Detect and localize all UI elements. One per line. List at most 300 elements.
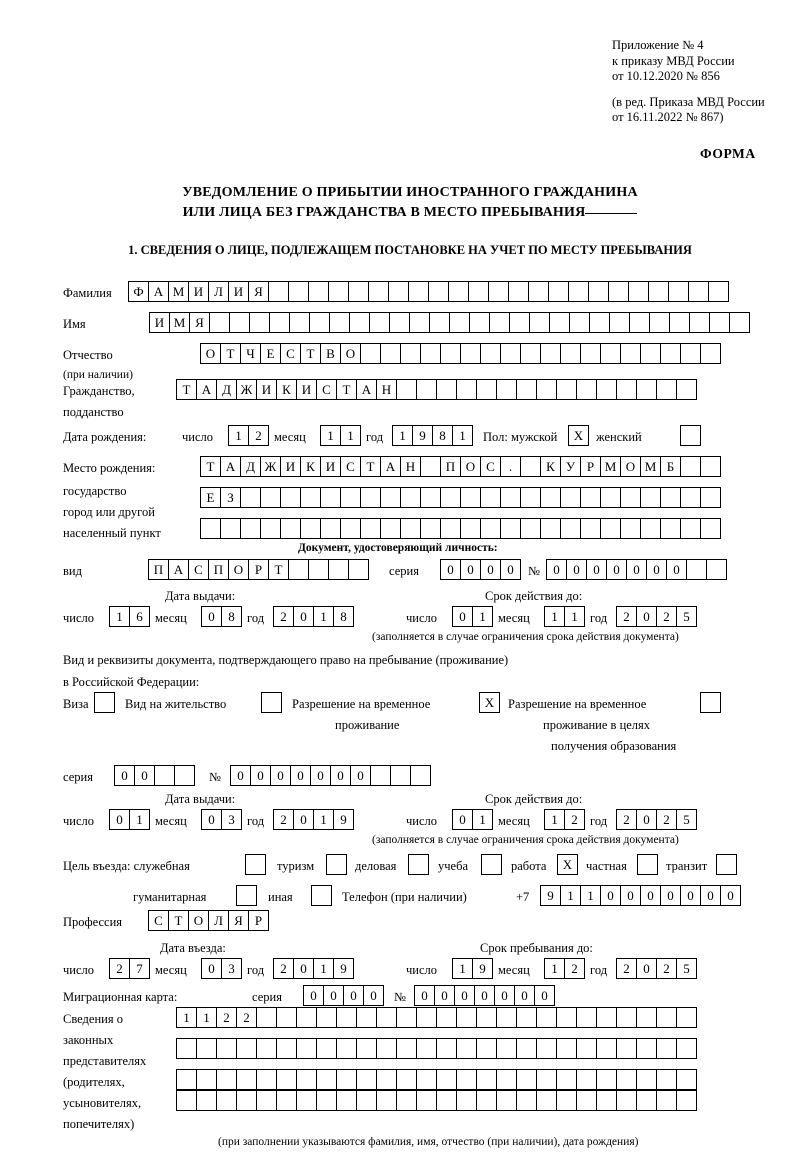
legal-rep-row-4[interactable]: [176, 1090, 696, 1111]
doc-number-cell[interactable]: 0: [546, 559, 567, 580]
surname-cell[interactable]: М: [168, 281, 189, 302]
legal-rep-cell[interactable]: [636, 1069, 657, 1090]
citizenship-cell[interactable]: [556, 379, 577, 400]
birthplace-cell[interactable]: [620, 518, 641, 539]
birthplace-cell[interactable]: И: [320, 456, 341, 477]
legal-rep-cell[interactable]: [616, 1069, 637, 1090]
legal-rep-cell[interactable]: [576, 1090, 597, 1111]
entry-month-field[interactable]: [201, 958, 241, 979]
legal-rep-cell[interactable]: [336, 1069, 357, 1090]
migration-number-cell[interactable]: 0: [514, 985, 535, 1006]
doc-issue-month-cell[interactable]: 0: [201, 606, 222, 627]
phone-cell[interactable]: 0: [720, 885, 741, 906]
stay-to-day-cell[interactable]: 9: [472, 958, 493, 979]
surname-cell[interactable]: [288, 281, 309, 302]
profession-cell[interactable]: Л: [208, 910, 229, 931]
migration-number-cell[interactable]: 0: [494, 985, 515, 1006]
profession-field[interactable]: [148, 910, 268, 931]
birthplace-cell[interactable]: [240, 487, 261, 508]
birthplace-cell[interactable]: [220, 518, 241, 539]
visa-checkbox[interactable]: [94, 692, 115, 713]
birthplace-cell[interactable]: Т: [200, 456, 221, 477]
stay-number-cell[interactable]: 0: [290, 765, 311, 786]
citizenship-cell[interactable]: [456, 379, 477, 400]
doc-number-cell[interactable]: 0: [586, 559, 607, 580]
stay-to-year-cell[interactable]: 2: [656, 958, 677, 979]
migration-number-cell[interactable]: 0: [414, 985, 435, 1006]
doc-issue-year-cell[interactable]: 2: [273, 606, 294, 627]
legal-rep-cell[interactable]: [576, 1069, 597, 1090]
birthplace-cell[interactable]: [640, 518, 661, 539]
birthplace-row-1[interactable]: [200, 456, 720, 477]
stay-to-year-cell[interactable]: 2: [616, 958, 637, 979]
legal-rep-cell[interactable]: [176, 1090, 197, 1111]
birthplace-cell[interactable]: [480, 487, 501, 508]
name-cell[interactable]: [729, 312, 750, 333]
birthplace-cell[interactable]: М: [640, 456, 661, 477]
birthplace-cell[interactable]: [700, 487, 721, 508]
purpose-work-checkbox[interactable]: Х: [557, 854, 578, 875]
legal-rep-cell[interactable]: [256, 1038, 277, 1059]
birthplace-cell[interactable]: А: [220, 456, 241, 477]
stay-issue-year-cell[interactable]: 2: [273, 809, 294, 830]
name-cell[interactable]: [609, 312, 630, 333]
surname-cell[interactable]: [708, 281, 729, 302]
phone-cell[interactable]: 0: [660, 885, 681, 906]
birth-month-cell[interactable]: 1: [340, 425, 361, 446]
birthplace-cell[interactable]: [320, 487, 341, 508]
birthplace-cell[interactable]: Р: [580, 456, 601, 477]
legal-rep-cell[interactable]: [556, 1090, 577, 1111]
doc-kind-cell[interactable]: П: [208, 559, 229, 580]
name-cell[interactable]: [289, 312, 310, 333]
name-cell[interactable]: [589, 312, 610, 333]
birthplace-cell[interactable]: [520, 518, 541, 539]
legal-rep-cell[interactable]: 2: [236, 1007, 257, 1028]
legal-rep-cell[interactable]: [376, 1090, 397, 1111]
name-cell[interactable]: [689, 312, 710, 333]
legal-rep-cell[interactable]: [496, 1069, 517, 1090]
patronymic-cell[interactable]: [400, 343, 421, 364]
citizenship-cell[interactable]: [436, 379, 457, 400]
entry-year-field[interactable]: [273, 958, 353, 979]
surname-cell[interactable]: [548, 281, 569, 302]
doc-valid-year-cell[interactable]: 2: [656, 606, 677, 627]
doc-kind-cell[interactable]: [288, 559, 309, 580]
citizenship-cell[interactable]: [396, 379, 417, 400]
legal-rep-cell[interactable]: [416, 1038, 437, 1059]
legal-rep-cell[interactable]: [596, 1069, 617, 1090]
purpose-humanitarian-checkbox[interactable]: [236, 885, 257, 906]
stay-to-month-field[interactable]: [544, 958, 584, 979]
stay-number-cell[interactable]: [390, 765, 411, 786]
legal-rep-cell[interactable]: [396, 1069, 417, 1090]
legal-rep-cell[interactable]: [236, 1090, 257, 1111]
legal-rep-cell[interactable]: [456, 1007, 477, 1028]
doc-number-cell[interactable]: [706, 559, 727, 580]
surname-cell[interactable]: [528, 281, 549, 302]
legal-rep-cell[interactable]: [276, 1069, 297, 1090]
legal-rep-cell[interactable]: 2: [216, 1007, 237, 1028]
legal-rep-cell[interactable]: [656, 1069, 677, 1090]
doc-kind-cell[interactable]: [348, 559, 369, 580]
legal-rep-cell[interactable]: [516, 1069, 537, 1090]
stay-number-cell[interactable]: 0: [330, 765, 351, 786]
doc-issue-month-cell[interactable]: 8: [221, 606, 242, 627]
stay-issue-day-cell[interactable]: 1: [129, 809, 150, 830]
legal-rep-cell[interactable]: [676, 1038, 697, 1059]
birthplace-cell[interactable]: [660, 487, 681, 508]
birthplace-cell[interactable]: [560, 518, 581, 539]
migration-number-cell[interactable]: 0: [534, 985, 555, 1006]
legal-rep-cell[interactable]: [676, 1007, 697, 1028]
name-cell[interactable]: И: [149, 312, 170, 333]
birthplace-cell[interactable]: С: [340, 456, 361, 477]
phone-field[interactable]: [540, 885, 740, 906]
legal-rep-cell[interactable]: [496, 1038, 517, 1059]
doc-valid-month-cell[interactable]: 1: [544, 606, 565, 627]
doc-issue-year-field[interactable]: [273, 606, 353, 627]
birthplace-cell[interactable]: Е: [200, 487, 221, 508]
surname-cell[interactable]: [308, 281, 329, 302]
patronymic-cell[interactable]: С: [280, 343, 301, 364]
doc-valid-day-cell[interactable]: 1: [472, 606, 493, 627]
legal-rep-cell[interactable]: [396, 1007, 417, 1028]
name-field[interactable]: [149, 312, 749, 333]
legal-rep-cell[interactable]: [636, 1038, 657, 1059]
name-cell[interactable]: [409, 312, 430, 333]
surname-cell[interactable]: Ф: [128, 281, 149, 302]
legal-rep-cell[interactable]: [456, 1069, 477, 1090]
entry-month-cell[interactable]: 0: [201, 958, 222, 979]
migration-number-cell[interactable]: 0: [454, 985, 475, 1006]
stay-valid-year-cell[interactable]: 2: [616, 809, 637, 830]
name-cell[interactable]: [469, 312, 490, 333]
sex-male-checkbox[interactable]: Х: [568, 425, 589, 446]
birthplace-cell[interactable]: [580, 518, 601, 539]
birthplace-cell[interactable]: [200, 518, 221, 539]
citizenship-field[interactable]: [176, 379, 696, 400]
birthplace-cell[interactable]: [240, 518, 261, 539]
legal-rep-cell[interactable]: [336, 1007, 357, 1028]
birthplace-cell[interactable]: .: [500, 456, 521, 477]
birthplace-cell[interactable]: Н: [400, 456, 421, 477]
birthplace-cell[interactable]: [440, 518, 461, 539]
legal-rep-cell[interactable]: 1: [196, 1007, 217, 1028]
legal-rep-cell[interactable]: [576, 1038, 597, 1059]
entry-year-cell[interactable]: 9: [333, 958, 354, 979]
name-cell[interactable]: [249, 312, 270, 333]
birthplace-cell[interactable]: П: [440, 456, 461, 477]
legal-rep-cell[interactable]: [196, 1090, 217, 1111]
stay-series-cell[interactable]: [174, 765, 195, 786]
birthplace-cell[interactable]: [400, 518, 421, 539]
legal-rep-cell[interactable]: [456, 1090, 477, 1111]
surname-cell[interactable]: [648, 281, 669, 302]
citizenship-cell[interactable]: [616, 379, 637, 400]
doc-valid-year-cell[interactable]: 2: [616, 606, 637, 627]
birthplace-cell[interactable]: С: [480, 456, 501, 477]
legal-rep-cell[interactable]: [436, 1007, 457, 1028]
patronymic-cell[interactable]: [440, 343, 461, 364]
stay-issue-year-cell[interactable]: 1: [313, 809, 334, 830]
doc-valid-month-cell[interactable]: 1: [564, 606, 585, 627]
legal-rep-cell[interactable]: [536, 1007, 557, 1028]
entry-year-cell[interactable]: 0: [293, 958, 314, 979]
doc-valid-month-field[interactable]: [544, 606, 584, 627]
doc-kind-field[interactable]: [148, 559, 368, 580]
surname-cell[interactable]: Л: [208, 281, 229, 302]
birthplace-cell[interactable]: [260, 518, 281, 539]
migration-series-cell[interactable]: 0: [343, 985, 364, 1006]
birthplace-cell[interactable]: [400, 487, 421, 508]
legal-rep-cell[interactable]: [416, 1069, 437, 1090]
stay-valid-month-field[interactable]: [544, 809, 584, 830]
legal-rep-cell[interactable]: [376, 1038, 397, 1059]
legal-rep-cell[interactable]: [396, 1090, 417, 1111]
birthplace-cell[interactable]: К: [540, 456, 561, 477]
birth-year-field[interactable]: [392, 425, 472, 446]
stay-issue-month-field[interactable]: [201, 809, 241, 830]
name-cell[interactable]: [349, 312, 370, 333]
legal-rep-cell[interactable]: [316, 1090, 337, 1111]
name-cell[interactable]: [229, 312, 250, 333]
legal-rep-cell[interactable]: [476, 1069, 497, 1090]
birthplace-cell[interactable]: О: [460, 456, 481, 477]
birthplace-cell[interactable]: [420, 518, 441, 539]
legal-rep-row-1[interactable]: [176, 1007, 696, 1028]
birthplace-cell[interactable]: Б: [660, 456, 681, 477]
birthplace-cell[interactable]: [680, 487, 701, 508]
stay-valid-day-cell[interactable]: 1: [472, 809, 493, 830]
surname-cell[interactable]: [388, 281, 409, 302]
birthplace-row-3[interactable]: [200, 518, 720, 539]
entry-year-cell[interactable]: 2: [273, 958, 294, 979]
legal-rep-cell[interactable]: [356, 1007, 377, 1028]
birth-year-cell[interactable]: 9: [412, 425, 433, 446]
surname-cell[interactable]: [428, 281, 449, 302]
stay-valid-year-cell[interactable]: 0: [636, 809, 657, 830]
surname-field[interactable]: [128, 281, 728, 302]
birthplace-cell[interactable]: [540, 487, 561, 508]
name-cell[interactable]: [509, 312, 530, 333]
legal-rep-cell[interactable]: [196, 1069, 217, 1090]
stay-to-day-cell[interactable]: 1: [452, 958, 473, 979]
doc-kind-cell[interactable]: П: [148, 559, 169, 580]
patronymic-field[interactable]: [200, 343, 720, 364]
birthplace-cell[interactable]: [300, 487, 321, 508]
legal-rep-cell[interactable]: [296, 1007, 317, 1028]
patronymic-cell[interactable]: О: [340, 343, 361, 364]
birthplace-cell[interactable]: [520, 487, 541, 508]
purpose-transit-checkbox[interactable]: [716, 854, 737, 875]
citizenship-cell[interactable]: [676, 379, 697, 400]
doc-number-cell[interactable]: 0: [646, 559, 667, 580]
surname-cell[interactable]: [368, 281, 389, 302]
legal-rep-cell[interactable]: [536, 1069, 557, 1090]
legal-rep-cell[interactable]: [436, 1069, 457, 1090]
stay-to-month-cell[interactable]: 2: [564, 958, 585, 979]
name-cell[interactable]: [569, 312, 590, 333]
patronymic-cell[interactable]: [520, 343, 541, 364]
legal-rep-cell[interactable]: [196, 1038, 217, 1059]
doc-series-cell[interactable]: 0: [460, 559, 481, 580]
patronymic-cell[interactable]: [700, 343, 721, 364]
migration-series-cell[interactable]: 0: [363, 985, 384, 1006]
legal-rep-cell[interactable]: [336, 1090, 357, 1111]
doc-series-field[interactable]: [440, 559, 520, 580]
doc-series-cell[interactable]: 0: [440, 559, 461, 580]
patronymic-cell[interactable]: Т: [220, 343, 241, 364]
surname-cell[interactable]: [328, 281, 349, 302]
legal-rep-cell[interactable]: [476, 1007, 497, 1028]
citizenship-cell[interactable]: [656, 379, 677, 400]
citizenship-cell[interactable]: [476, 379, 497, 400]
name-cell[interactable]: [429, 312, 450, 333]
legal-rep-row-2[interactable]: [176, 1038, 696, 1059]
birth-year-cell[interactable]: 8: [432, 425, 453, 446]
legal-rep-cell[interactable]: [236, 1069, 257, 1090]
stay-issue-year-cell[interactable]: 9: [333, 809, 354, 830]
legal-rep-cell[interactable]: [296, 1038, 317, 1059]
legal-rep-cell[interactable]: [616, 1007, 637, 1028]
doc-issue-month-field[interactable]: [201, 606, 241, 627]
legal-rep-cell[interactable]: [176, 1038, 197, 1059]
name-cell[interactable]: [669, 312, 690, 333]
legal-rep-cell[interactable]: [636, 1007, 657, 1028]
purpose-official-checkbox[interactable]: [245, 854, 266, 875]
surname-cell[interactable]: И: [188, 281, 209, 302]
stay-number-cell[interactable]: 0: [310, 765, 331, 786]
legal-rep-cell[interactable]: [356, 1090, 377, 1111]
doc-kind-cell[interactable]: Т: [268, 559, 289, 580]
name-cell[interactable]: [709, 312, 730, 333]
legal-rep-cell[interactable]: [436, 1038, 457, 1059]
doc-kind-cell[interactable]: Р: [248, 559, 269, 580]
phone-cell[interactable]: 0: [700, 885, 721, 906]
stay-valid-day-field[interactable]: [452, 809, 492, 830]
stay-valid-month-cell[interactable]: 1: [544, 809, 565, 830]
birthplace-cell[interactable]: [300, 518, 321, 539]
patronymic-cell[interactable]: [560, 343, 581, 364]
birth-day-field[interactable]: [228, 425, 268, 446]
stay-series-field[interactable]: [114, 765, 194, 786]
citizenship-cell[interactable]: [536, 379, 557, 400]
birthplace-cell[interactable]: У: [560, 456, 581, 477]
birthplace-cell[interactable]: [280, 487, 301, 508]
birthplace-cell[interactable]: [380, 487, 401, 508]
legal-rep-cell[interactable]: [536, 1038, 557, 1059]
stay-number-cell[interactable]: [410, 765, 431, 786]
citizenship-cell[interactable]: А: [196, 379, 217, 400]
birthplace-cell[interactable]: [640, 487, 661, 508]
stay-number-cell[interactable]: 0: [350, 765, 371, 786]
legal-rep-cell[interactable]: [556, 1069, 577, 1090]
legal-rep-cell[interactable]: [556, 1038, 577, 1059]
migration-number-cell[interactable]: 0: [434, 985, 455, 1006]
migration-series-cell[interactable]: 0: [303, 985, 324, 1006]
legal-rep-cell[interactable]: [296, 1090, 317, 1111]
surname-cell[interactable]: [268, 281, 289, 302]
name-cell[interactable]: [649, 312, 670, 333]
stay-number-cell[interactable]: 0: [270, 765, 291, 786]
doc-series-cell[interactable]: 0: [500, 559, 521, 580]
name-cell[interactable]: [489, 312, 510, 333]
name-cell[interactable]: [389, 312, 410, 333]
citizenship-cell[interactable]: [496, 379, 517, 400]
doc-valid-day-field[interactable]: [452, 606, 492, 627]
legal-rep-cell[interactable]: [636, 1090, 657, 1111]
surname-cell[interactable]: [508, 281, 529, 302]
patronymic-cell[interactable]: [380, 343, 401, 364]
surname-cell[interactable]: Я: [248, 281, 269, 302]
legal-rep-cell[interactable]: [376, 1069, 397, 1090]
birthplace-cell[interactable]: [360, 487, 381, 508]
legal-rep-cell[interactable]: [596, 1007, 617, 1028]
birthplace-cell[interactable]: [260, 487, 281, 508]
legal-rep-cell[interactable]: [416, 1007, 437, 1028]
doc-number-cell[interactable]: 0: [626, 559, 647, 580]
legal-rep-cell[interactable]: [596, 1038, 617, 1059]
stay-valid-year-cell[interactable]: 2: [656, 809, 677, 830]
entry-year-cell[interactable]: 1: [313, 958, 334, 979]
birthplace-row-2[interactable]: [200, 487, 720, 508]
surname-cell[interactable]: [628, 281, 649, 302]
citizenship-cell[interactable]: [636, 379, 657, 400]
citizenship-cell[interactable]: [576, 379, 597, 400]
name-cell[interactable]: [329, 312, 350, 333]
birthplace-cell[interactable]: [480, 518, 501, 539]
legal-rep-cell[interactable]: [496, 1090, 517, 1111]
name-cell[interactable]: [449, 312, 470, 333]
patronymic-cell[interactable]: [660, 343, 681, 364]
birthplace-cell[interactable]: [320, 518, 341, 539]
legal-rep-cell[interactable]: [316, 1069, 337, 1090]
legal-rep-cell[interactable]: [436, 1090, 457, 1111]
legal-rep-cell[interactable]: [676, 1069, 697, 1090]
doc-series-cell[interactable]: 0: [480, 559, 501, 580]
legal-rep-row-3[interactable]: [176, 1069, 696, 1090]
stay-to-year-cell[interactable]: 0: [636, 958, 657, 979]
legal-rep-cell[interactable]: [476, 1038, 497, 1059]
birthplace-cell[interactable]: [540, 518, 561, 539]
birthplace-cell[interactable]: [440, 487, 461, 508]
patronymic-cell[interactable]: [480, 343, 501, 364]
doc-kind-cell[interactable]: А: [168, 559, 189, 580]
doc-issue-day-field[interactable]: [109, 606, 149, 627]
surname-cell[interactable]: А: [148, 281, 169, 302]
birthplace-cell[interactable]: О: [620, 456, 641, 477]
legal-rep-cell[interactable]: [556, 1007, 577, 1028]
stay-issue-year-cell[interactable]: 0: [293, 809, 314, 830]
doc-valid-year-cell[interactable]: 5: [676, 606, 697, 627]
legal-rep-cell[interactable]: 1: [176, 1007, 197, 1028]
stay-to-day-field[interactable]: [452, 958, 492, 979]
legal-rep-cell[interactable]: [516, 1090, 537, 1111]
legal-rep-cell[interactable]: [276, 1090, 297, 1111]
phone-cell[interactable]: 0: [620, 885, 641, 906]
name-cell[interactable]: М: [169, 312, 190, 333]
birthplace-cell[interactable]: И: [280, 456, 301, 477]
profession-cell[interactable]: С: [148, 910, 169, 931]
patronymic-cell[interactable]: О: [200, 343, 221, 364]
sex-female-checkbox[interactable]: [680, 425, 701, 446]
doc-number-cell[interactable]: [686, 559, 707, 580]
legal-rep-cell[interactable]: [676, 1090, 697, 1111]
doc-kind-cell[interactable]: [328, 559, 349, 580]
legal-rep-cell[interactable]: [456, 1038, 477, 1059]
doc-kind-cell[interactable]: С: [188, 559, 209, 580]
